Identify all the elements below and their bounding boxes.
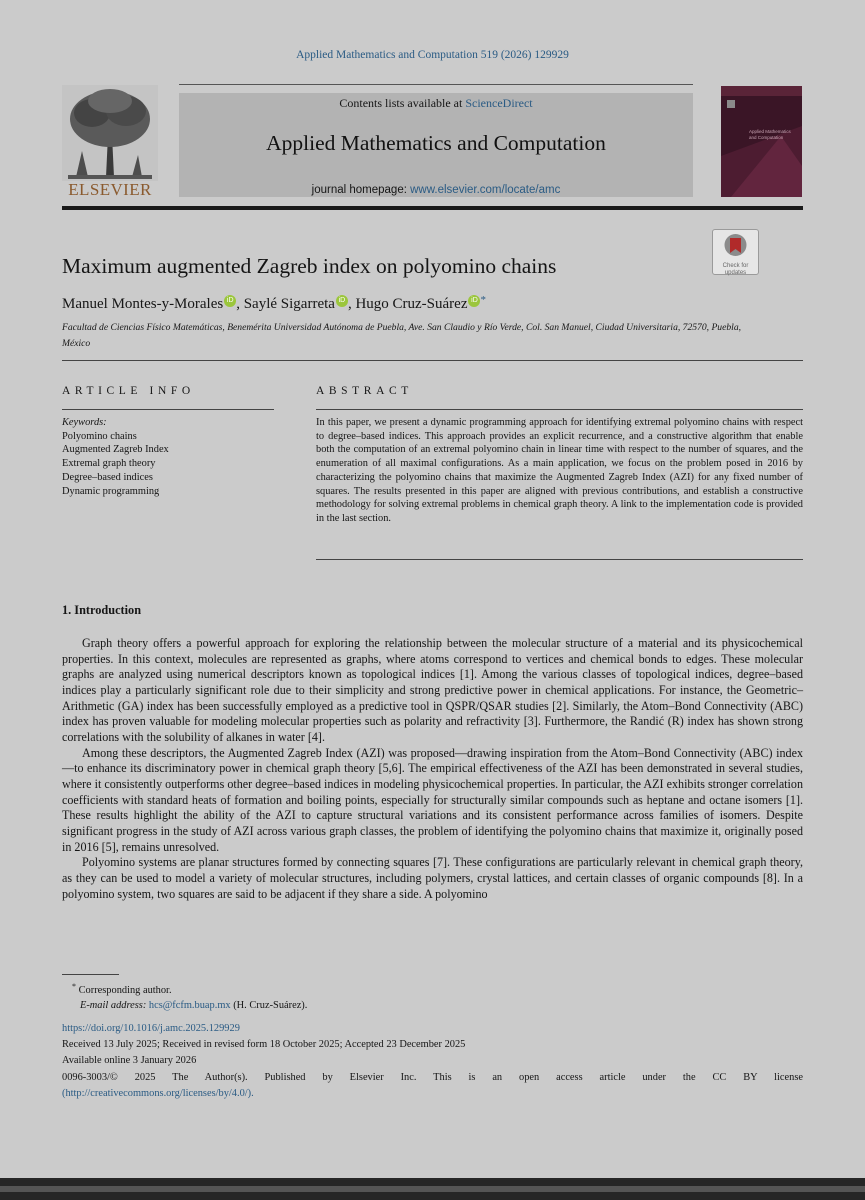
orcid-icon[interactable]: iD xyxy=(336,295,348,307)
keyword-item: Polyomino chains xyxy=(62,430,137,442)
sciencedirect-link[interactable]: ScienceDirect xyxy=(465,96,533,110)
email-link[interactable]: hcs@fcfm.buap.mx xyxy=(148,1000,231,1011)
keyword-item: Augmented Zagreb Index xyxy=(62,444,169,456)
body-paragraph: Graph theory offers a powerful approach for exploring the relationship between the molecular structure of a material and its physicochemical properties. In this context, molecules are represented as graphs, where atoms correspond to vertices and chemical bonds to edges. These molecular graphs are analyzed using numerical descriptors known as topological indices [1]. Among the various classes of topological indices, degree–based indices play a particularly significant role due to their simplicity and strong predictive power in chemical applications. For instance, the Geometric–Arithmetic (GA) index has been successfully employed as a predictive tool in QSPR/QSAR studies [2]. Similarly, the Atom–Bond Connectivity (ABC) index has proven valuable for modeling molecular properties such as polarity and refractivity [3]. Furthermore, the Randić (R) index has shown strong correlations with the solubility of alkanes in water [4]. xyxy=(62,636,803,744)
homepage-prefix: journal homepage: xyxy=(311,184,411,196)
journal-title: Applied Mathematics and Computation xyxy=(266,131,606,155)
orcid-icon[interactable]: iD xyxy=(224,295,236,307)
abstract-text: In this paper, we present a dynamic programming approach for identifying extremal polyomino chains with respect to degree–based indices. This approach provides an explicit recurrence, and a constructive algorithm that enable both the computation of an extremal polyomino chain in linear time with respect to the number of squares, and the enumeration of all maximal configurations. As a main application, we focus on the problem posed in 2016 by characterizing the polyomino chains that maximize the Augmented Zagreb Index (AZI) for any fixed number of squares. The results presented in this paper are aligned with previous contributions, and establish a constructive methodology for solving extremal problems in chemical graph theory. A link to the implementation code is provided in the last section. xyxy=(316,417,803,524)
check-updates-label: Check for updates xyxy=(722,263,749,276)
author-name[interactable]: Hugo Cruz-Suárez xyxy=(355,296,468,312)
received-dates: Received 13 July 2025; Received in revised form 18 October 2025; Accepted 23 December 2025 xyxy=(62,1039,466,1051)
contents-line xyxy=(179,96,693,111)
keyword-item: Degree–based indices xyxy=(62,471,153,483)
keywords-list xyxy=(62,416,274,498)
footnote-email-line xyxy=(62,998,803,1013)
abstract-rule xyxy=(316,409,803,410)
journal-homepage-link[interactable]: www.elsevier.com/locate/amc xyxy=(410,184,561,196)
footnote-mark: * xyxy=(72,982,76,991)
abstract-heading: ABSTRACT xyxy=(316,385,413,397)
author-separator: , xyxy=(347,296,356,312)
author-list xyxy=(62,294,486,313)
author-separator: , xyxy=(236,296,244,312)
homepage-line xyxy=(179,184,693,196)
footnote-text: Corresponding author. xyxy=(78,985,172,996)
header-rule xyxy=(179,84,693,85)
journal-citation-link[interactable]: Applied Mathematics and Computation 519 (2026) 129929 xyxy=(296,49,569,61)
article-info-heading: ARTICLE INFO xyxy=(62,385,195,397)
article-info-rule xyxy=(62,409,274,410)
doi-link[interactable]: https://doi.org/10.1016/j.amc.2025.129929 xyxy=(62,1023,240,1034)
section-rule xyxy=(62,360,803,361)
bottom-edge-strip xyxy=(0,1186,865,1192)
introduction-heading: 1. Introduction xyxy=(62,603,142,617)
copyright-line: 0096-3003/© 2025 The Author(s). Published by Elsevier Inc. This is an open access article under the CC BY license xyxy=(62,1071,803,1083)
license-link[interactable]: (http://creativecommons.org/licenses/by/4.0/). xyxy=(62,1087,254,1099)
article-frontmatter xyxy=(62,1021,803,1102)
footnote-rule xyxy=(62,974,119,975)
cover-title: Applied Mathematics and Computation xyxy=(749,129,791,140)
body-paragraph: Among these descriptors, the Augmented Zagreb Index (AZI) was proposed—drawing inspiration from the Atom–Bond Connectivity (ABC) index—to enhance its discriminatory power in chemical graph theory [5,6]. The empirical effectiveness of the AZI has been demonstrated in several studies, where it consistently outperforms other degree–based indices in modeling physicochemical properties. In particular, the AZI exhibits stronger correlation coefficients with standard heats of formation and boiling points, especially for structurally similar compounds such as heptane and octane isomers [1]. These results highlight the ability of the AZI to capture structural variations and its consistent performance across families of isomers. Despite significant progress in the study of AZI across various graph classes, the problem of identifying the polyomino chains that maximize it, originally posed in 2016 [5], remains unresolved. xyxy=(62,745,803,854)
journal-cover-thumbnail-icon[interactable] xyxy=(721,86,802,197)
available-online: Available online 3 January 2026 xyxy=(62,1055,197,1067)
introduction-body xyxy=(62,636,803,902)
paper-title: Maximum augmented Zagreb index on polyomino chains xyxy=(62,254,557,278)
keyword-item: Extremal graph theory xyxy=(62,458,156,470)
orcid-icon[interactable]: iD xyxy=(468,295,480,307)
keywords-label: Keywords: xyxy=(62,417,107,428)
keyword-item: Dynamic programming xyxy=(62,485,160,497)
affiliation: Facultad de Ciencias Físico Matemáticas, Benemérita Universidad Autónoma de Puebla, Ave. San Claudio y Río Verde, Col. San Manuel, Ciudad Universitaria, 72570, Puebla, México xyxy=(62,322,742,349)
footnote-author-line xyxy=(62,979,803,998)
email-label: E-mail address: xyxy=(80,1000,147,1011)
corresponding-author-mark[interactable]: * xyxy=(480,294,486,306)
bookmark-icon xyxy=(713,230,758,260)
masthead-thick-rule xyxy=(62,206,803,210)
author-name[interactable]: Manuel Montes-y-Morales xyxy=(62,296,224,312)
elsevier-tree-logo-icon xyxy=(62,85,158,181)
author-name[interactable]: Saylé Sigarreta xyxy=(243,296,335,312)
elsevier-wordmark: ELSEVIER xyxy=(68,180,152,199)
body-paragraph: Polyomino systems are planar structures formed by connecting squares [7]. These configurations are particularly relevant in chemical graph theory, as they can be used to model a variety of molecular structures, including polymers, crystal lattices, and certain classes of organic compounds [8]. In a polyomino system, two squares are said to be adjacent if they share a side. A polyomino xyxy=(62,855,803,901)
abstract-end-rule xyxy=(316,559,803,560)
email-suffix: (H. Cruz-Suárez). xyxy=(233,1000,308,1011)
footnote xyxy=(62,979,803,1013)
check-for-updates-button[interactable] xyxy=(712,229,759,275)
contents-prefix: Contents lists available at xyxy=(339,96,466,110)
